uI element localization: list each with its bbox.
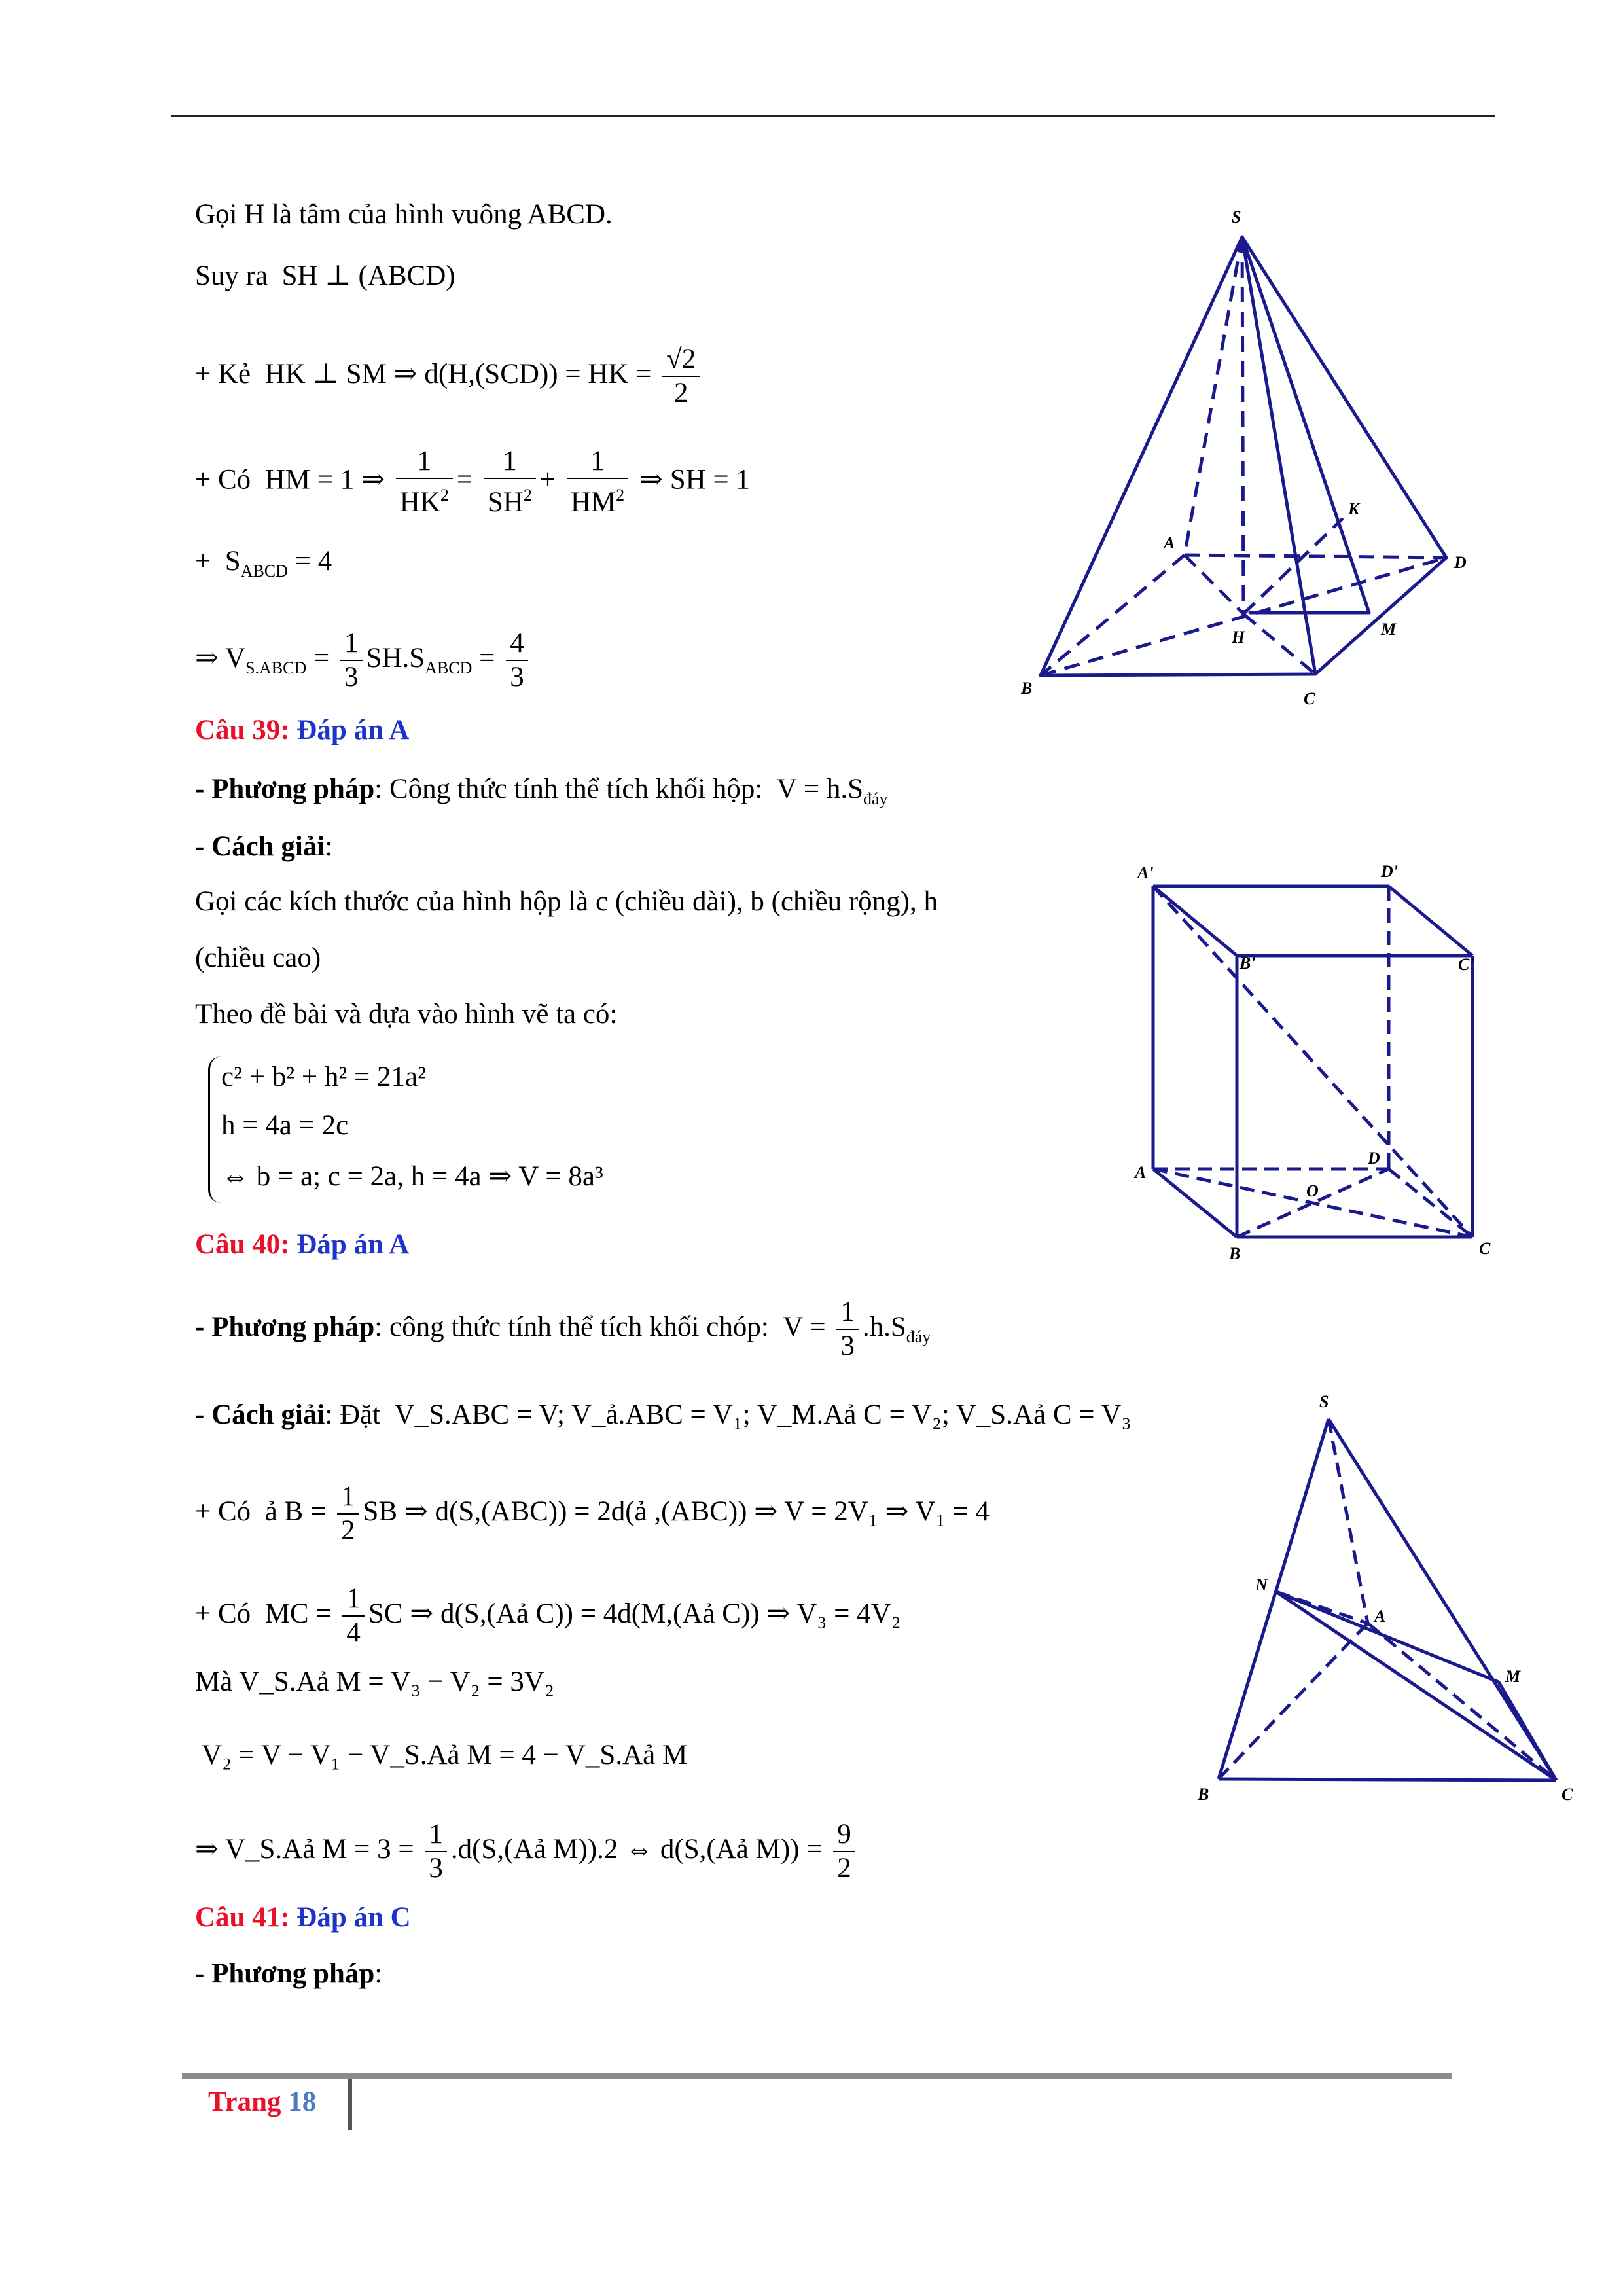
formula-line: Mà V_S.Aả M = V₃ − V₂ = 3V₂ — [195, 1666, 554, 1697]
system-line: h = 4a = 2c — [221, 1110, 349, 1141]
point-label: C — [1304, 689, 1315, 708]
point-label: A — [1374, 1607, 1386, 1626]
question-header: Câu 40: Đáp án A — [195, 1229, 410, 1260]
text-line: (chiều cao) — [195, 942, 321, 973]
point-label: H — [1232, 628, 1245, 647]
point-label: M — [1505, 1667, 1521, 1686]
point-label: A — [1135, 1163, 1147, 1182]
top-rule — [171, 115, 1495, 117]
formula-line: + Có MC = $\frac{1}{4}$ SC ⇒ d(S,(Aả C)) = 4d(M,(Aả C)) ⇒ V₃ = 4V₂ — [195, 1583, 901, 1648]
solution-label: - Cách giải: — [195, 831, 333, 862]
point-label: C' — [1458, 955, 1474, 974]
page-number: Trang 18 — [208, 2087, 317, 2117]
point-label: A — [1164, 533, 1175, 552]
point-label: K — [1348, 499, 1360, 518]
footer-rule — [182, 2073, 1452, 2079]
point-label: B' — [1240, 954, 1256, 973]
box-figure — [1119, 857, 1499, 1263]
text-line: Gọi các kích thước của hình hộp là c (chiều dài), b (chiều rộng), h — [195, 886, 938, 917]
text-line: Gọi H là tâm của hình vuông ABCD. — [195, 199, 613, 230]
solution-line: - Cách giải: Đặt V_S.ABC = V; V_ả.ABC = V₁; V_M.Aả C = V₂; V_S.Aả C = V₃ — [195, 1399, 1132, 1430]
formula-line: + Có ả B = $\frac{1}{2}$ SB ⇒ d(S,(ABC)) = 2d(ả ,(ABC)) ⇒ V = 2V₁ ⇒ V₁ = 4 — [195, 1481, 990, 1546]
text-line: Theo đề bài và dựa vào hình vẽ ta có: — [195, 999, 618, 1030]
formula-line: + $S_{ABCD} = 4$ — [195, 546, 332, 581]
footer-separator — [348, 2079, 352, 2130]
point-label: C — [1561, 1785, 1573, 1804]
method-line: - Phương pháp: — [195, 1958, 383, 1989]
method-line: - Phương pháp: Công thức tính thể tích khối hộp: $V = h.S_{đáy}$ — [195, 774, 888, 808]
point-label: B — [1021, 679, 1033, 698]
text-line: Suy ra SH ⊥ (ABCD) — [195, 260, 455, 291]
method-line: - Phương pháp: công thức tính thể tích khối chóp: V = $\frac{1}{3}$ $.h.S_{đáy}$ — [195, 1297, 931, 1361]
point-label: S — [1319, 1392, 1329, 1411]
point-label: S — [1232, 207, 1241, 226]
point-label: N — [1255, 1575, 1268, 1594]
system-brace — [208, 1056, 222, 1203]
point-label: B — [1198, 1785, 1209, 1804]
system-line: c² + b² + h² = 21a² — [221, 1062, 426, 1092]
point-label: O — [1306, 1181, 1319, 1200]
point-label: A' — [1137, 863, 1154, 882]
system-line: ⇔ b = a; c = 2a, h = 4a ⇒ V = 8a³ — [221, 1161, 603, 1192]
question-header: Câu 41: Đáp án C — [195, 1902, 411, 1933]
point-label: D — [1368, 1149, 1380, 1168]
pyramid-figure — [1021, 196, 1479, 720]
formula-line: + Kẻ HK ⊥ SM ⇒ d(H,(SCD)) = HK = $\frac{√2}{2}$ — [195, 343, 704, 410]
point-label: M — [1381, 620, 1397, 639]
formula-line: + Có HM = 1 ⇒ $\frac{1}{HK^2}$ = $\frac{1}{SH^2}$ + $\frac{1}{HM^2}$ ⇒ SH = 1 — [195, 446, 750, 518]
point-label: D' — [1381, 862, 1398, 881]
tetrahedron-figure — [1178, 1374, 1584, 1806]
formula-line: ⇒ V_S.Aả M = 3 = $\frac{1}{3}$ .d(S,(Aả M)).2 ⇔ d(S,(Aả M)) = $\frac{9}{2}$ — [195, 1818, 859, 1885]
formula-line: V₂ = V − V₁ − V_S.Aả M = 4 − V_S.Aả M — [202, 1740, 688, 1770]
formula-line: ⇒ $V_{S.ABCD}$ = $\frac{1}{3}$ $SH.S_{ABCD}$ = $\frac{4}{3}$ — [195, 627, 532, 694]
question-header: Câu 39: Đáp án A — [195, 715, 410, 745]
point-label: D — [1454, 553, 1467, 572]
point-label: B — [1229, 1244, 1241, 1263]
point-label: C — [1479, 1239, 1491, 1258]
